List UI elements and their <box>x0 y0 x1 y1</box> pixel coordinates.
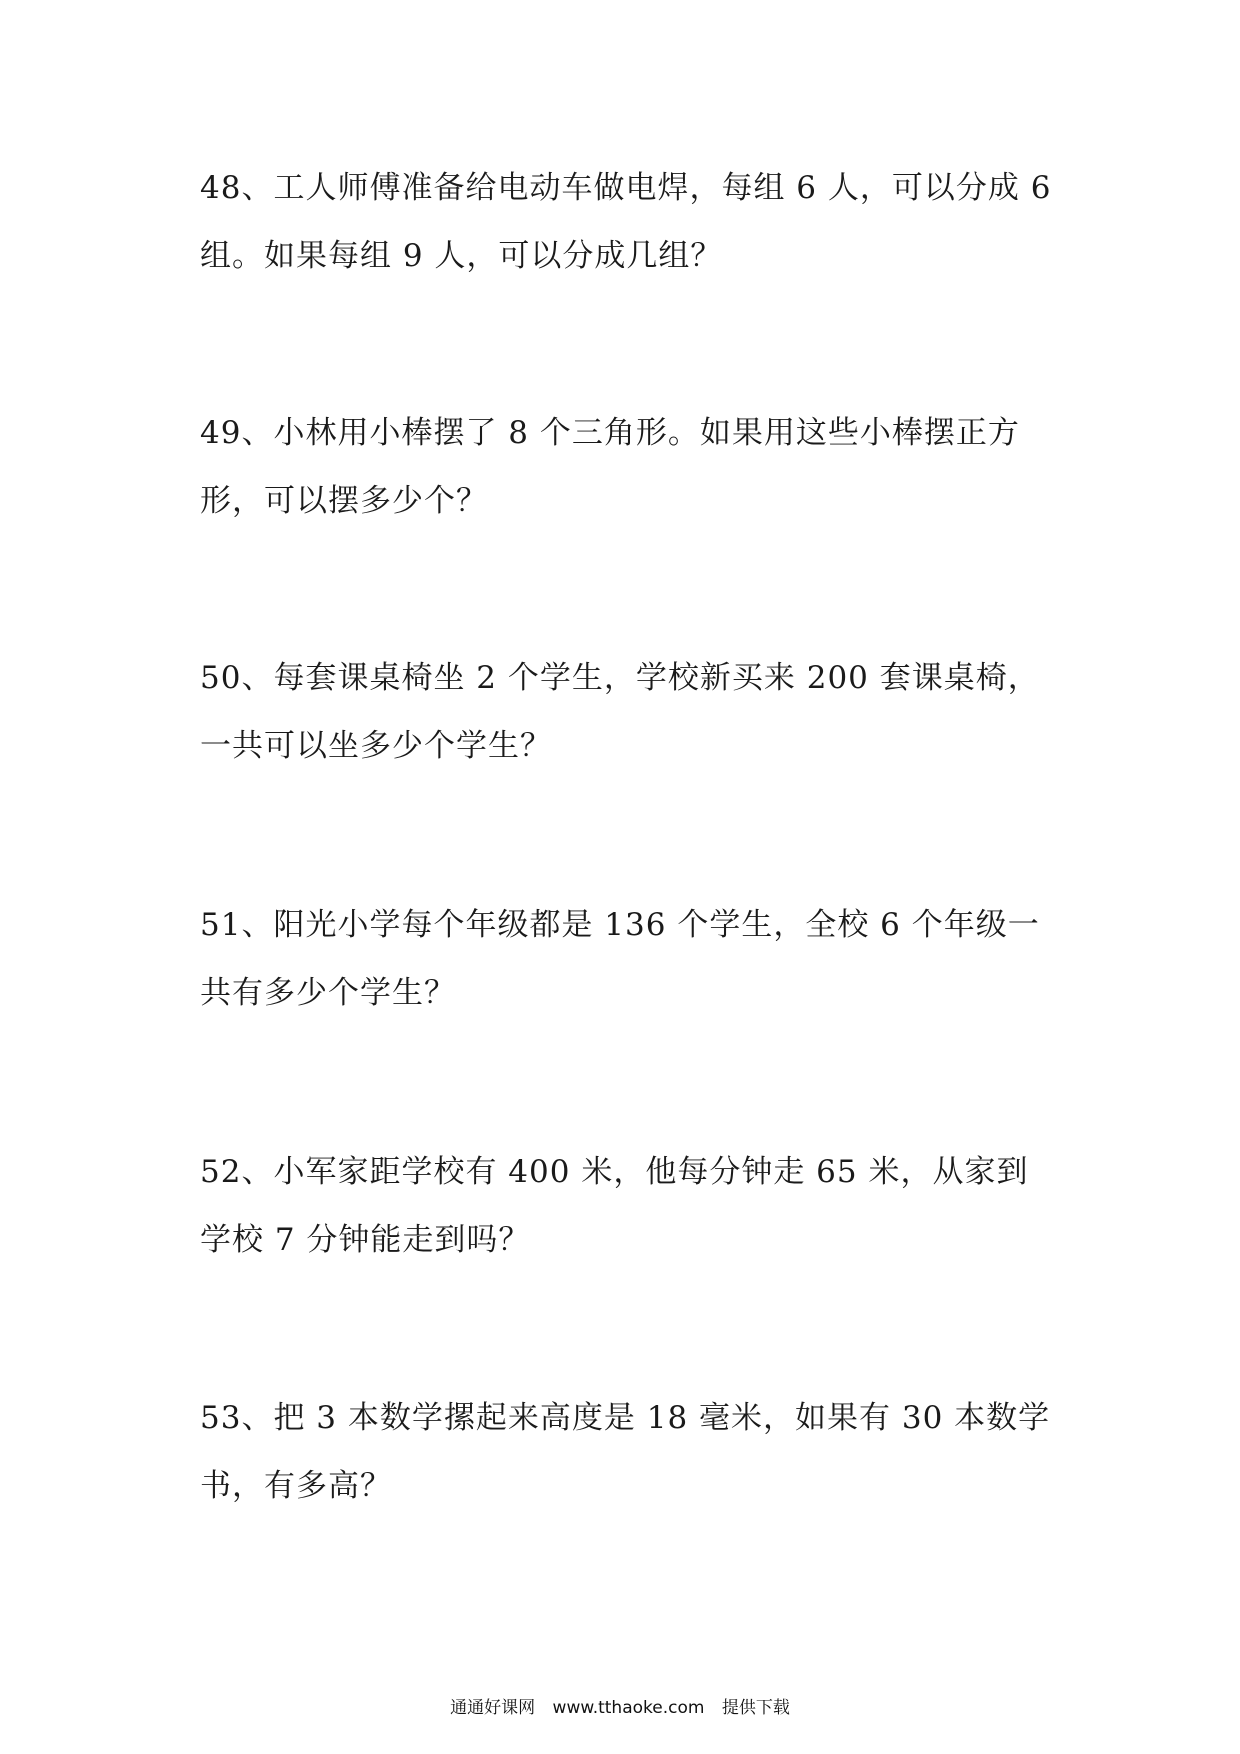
footer-site-name: 通通好课网 <box>450 1698 536 1718</box>
footer-suffix: 提供下载 <box>721 1698 790 1718</box>
problem-50: 50、每套课桌椅坐 2 个学生，学校新买来 200 套课桌椅，一共可以坐多少个学生？ <box>200 660 1040 764</box>
footer-url: www.tthaoke.com <box>552 1698 705 1718</box>
page-footer <box>0 1693 1240 1718</box>
problem-51: 51、阳光小学每个年级都是 136 个学生，全校 6 个年级一共有多少个学生？ <box>200 907 1040 1011</box>
problem-53: 53、把 3 本数学摞起来高度是 18 毫米，如果有 30 本数学书，有多高？ <box>200 1400 1051 1504</box>
problem-48: 48、工人师傅准备给电动车做电焊，每组 6 人，可以分成 6 组。如果每组 9 人，可以分成几组？ <box>200 170 1052 274</box>
problem-52: 52、小军家距学校有 400 米，他每分钟走 65 米，从家到学校 7 分钟能走到吗？ <box>200 1154 1029 1258</box>
problem-49: 49、小林用小棒摆了 8 个三角形。如果用这些小棒摆正方形，可以摆多少个？ <box>200 415 1020 519</box>
